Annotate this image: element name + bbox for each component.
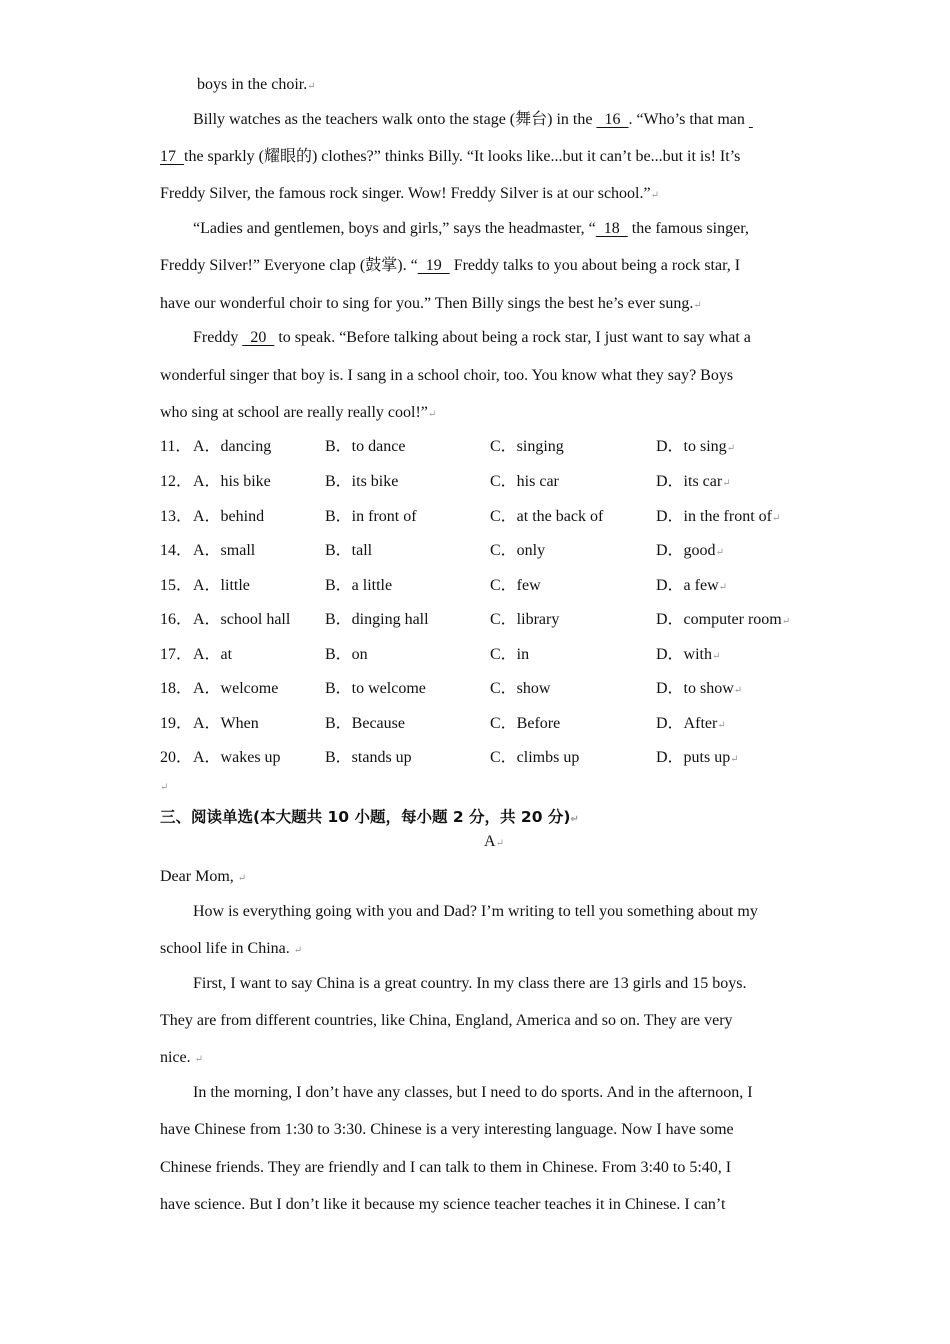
option-d-wrap	[656, 437, 735, 459]
question-row-18	[160, 679, 800, 699]
option-b: B．Because	[325, 715, 405, 732]
option-c: C．only	[490, 542, 546, 559]
option-b: B．in front of	[325, 508, 417, 525]
letter-text: They are from different countries, like China, England, America and so on. They are very	[160, 1012, 733, 1029]
passage-text: the sparkly (耀眼的) clothes?” thinks Billy. “It looks like...but it can’t be...but it is! It’s	[184, 148, 741, 165]
question-row-12	[160, 472, 800, 492]
letter-line	[193, 1083, 753, 1103]
option-b: B．dinging hall	[325, 611, 429, 628]
option-d-wrap	[656, 714, 726, 736]
passage-line	[160, 184, 659, 206]
section-title-text: 三、阅读单选(本大题共 10 小题，每小题 2 分，共 20 分)	[160, 808, 571, 826]
option-d-wrap	[656, 645, 720, 667]
option-b: B．to welcome	[325, 680, 426, 697]
paragraph-mark-icon: ↵	[495, 838, 504, 849]
option-d-wrap	[656, 507, 780, 529]
passage-text: who sing at school are really really cool!”	[160, 404, 428, 421]
option-d: D．its car	[656, 473, 723, 490]
passage-line	[197, 75, 316, 97]
paragraph-mark-icon: ↵	[717, 720, 726, 731]
option-d: D．with	[656, 646, 713, 663]
question-number: 12．	[160, 473, 193, 490]
blank-19: 19	[417, 257, 450, 274]
option-d-wrap	[656, 576, 727, 598]
letter-line	[160, 939, 302, 961]
question-number: 14．	[160, 542, 193, 559]
option-d: D．After	[656, 715, 718, 732]
letter-line	[160, 1048, 203, 1070]
option-d: D．to sing	[656, 438, 727, 455]
letter-text: How is everything going with you and Dad? I’m writing to tell you something about my	[193, 903, 758, 920]
option-b: B．on	[325, 646, 368, 663]
paragraph-mark-icon: ↵	[730, 754, 739, 765]
question-number: 18．	[160, 680, 193, 697]
option-c: C．his car	[490, 473, 559, 490]
question-row-19	[160, 714, 800, 734]
letter-line	[193, 974, 747, 994]
passage-text: Freddy Silver!” Everyone clap (鼓掌). “	[160, 257, 418, 274]
part-label-text: A	[484, 833, 496, 850]
letter-text: have Chinese from 1:30 to 3:30. Chinese is a very interesting language. Now I have some	[160, 1121, 734, 1138]
passage-text: boys in the choir.	[197, 76, 308, 93]
question-number: 19．	[160, 715, 193, 732]
passage-text: have our wonderful choir to sing for you.” Then Billy sings the best he’s ever sung.	[160, 295, 694, 312]
section-title	[160, 807, 579, 830]
question-row-13	[160, 507, 800, 527]
option-d: D．a few	[656, 577, 719, 594]
letter-line	[160, 1195, 725, 1215]
question-number: 16．	[160, 611, 193, 628]
letter-text: Chinese friends. They are friendly and I can talk to them in Chinese. From 3:40 to 5:40, I	[160, 1159, 732, 1176]
letter-text: In the morning, I don’t have any classes, but I need to do sports. And in the afternoon, I	[193, 1084, 753, 1101]
option-c: C．climbs up	[490, 749, 580, 766]
option-d-wrap	[656, 541, 724, 563]
passage-text: to speak. “Before talking about being a rock star, I just want to say what a	[274, 329, 751, 346]
passage-text: . “Who’s that man	[628, 111, 749, 128]
option-a: A．his bike	[193, 473, 271, 490]
option-b: B．tall	[325, 542, 373, 559]
option-b: B．to dance	[325, 438, 406, 455]
letter-text: have science. But I don’t like it because my science teacher teaches it in Chinese. I can’t	[160, 1196, 726, 1213]
option-a: A．When	[193, 715, 259, 732]
paragraph-mark-icon: ↵	[160, 782, 169, 793]
letter-line	[193, 902, 758, 922]
part-label	[484, 832, 504, 854]
question-row-16	[160, 610, 800, 630]
option-c: C．few	[490, 577, 541, 594]
letter-line	[160, 1011, 733, 1031]
passage-text: Freddy Silver, the famous rock singer. Wow! Freddy Silver is at our school.”	[160, 185, 651, 202]
question-row-11	[160, 437, 800, 457]
blank-17: 17	[160, 148, 184, 165]
passage-line	[193, 110, 753, 130]
passage-line	[193, 219, 749, 239]
option-a: A．welcome	[193, 680, 279, 697]
question-row-20	[160, 748, 800, 768]
passage-line	[160, 294, 702, 316]
letter-greeting	[160, 867, 246, 889]
paragraph-mark-icon: ↵	[693, 300, 702, 311]
option-a: A．at	[193, 646, 233, 663]
option-d: D．puts up	[656, 749, 731, 766]
question-number: 11．	[160, 438, 192, 455]
option-d-wrap	[656, 610, 790, 632]
passage-line	[193, 328, 751, 348]
question-row-15	[160, 576, 800, 596]
option-a: A．dancing	[193, 438, 272, 455]
option-c: C．Before	[490, 715, 561, 732]
question-number: 17．	[160, 646, 193, 663]
empty-paragraph	[160, 776, 168, 798]
option-a: A．wakes up	[193, 749, 281, 766]
option-a: A．school hall	[193, 611, 291, 628]
paragraph-mark-icon: ↵	[237, 873, 247, 884]
option-c: C．library	[490, 611, 560, 628]
option-b: B．a little	[325, 577, 393, 594]
option-d: D．good	[656, 542, 716, 559]
paragraph-mark-icon: ↵	[293, 945, 303, 956]
passage-text: wonderful singer that boy is. I sang in a school choir, too. You know what they say? Boys	[160, 367, 734, 384]
question-row-14	[160, 541, 800, 561]
passage-line	[160, 403, 436, 425]
passage-line	[160, 147, 740, 167]
option-b: B．stands up	[325, 749, 412, 766]
blank-16: 16	[596, 111, 629, 128]
option-d: D．in the front of	[656, 508, 772, 525]
paragraph-mark-icon: ↵	[771, 513, 781, 524]
paragraph-mark-icon: ↵	[194, 1054, 204, 1065]
option-c: C．in	[490, 646, 530, 663]
paragraph-mark-icon: ↵	[570, 814, 579, 825]
option-c: C．singing	[490, 438, 564, 455]
question-number: 20．	[160, 749, 193, 766]
option-d-wrap	[656, 748, 739, 770]
option-c: C．show	[490, 680, 551, 697]
blank-18: 18	[595, 220, 628, 237]
option-a: A．little	[193, 577, 250, 594]
paragraph-mark-icon: ↵	[733, 685, 743, 696]
letter-text: school life in China.	[160, 940, 290, 957]
question-number: 15．	[160, 577, 193, 594]
paragraph-mark-icon: ↵	[726, 443, 736, 454]
passage-text: the famous singer,	[627, 220, 749, 237]
passage-text: Freddy talks to you about being a rock star, I	[449, 257, 741, 274]
question-number: 13．	[160, 508, 193, 525]
passage-text: Freddy	[193, 329, 243, 346]
blank-17-start	[749, 110, 753, 130]
option-d-wrap	[656, 472, 731, 494]
question-row-17	[160, 645, 800, 665]
paragraph-mark-icon: ↵	[712, 651, 721, 662]
letter-line	[160, 1120, 734, 1140]
passage-line	[160, 366, 733, 386]
blank-20: 20	[242, 329, 275, 346]
paragraph-mark-icon: ↵	[650, 190, 659, 201]
passage-line	[160, 256, 740, 276]
option-d: D．computer room	[656, 611, 782, 628]
passage-text: Billy watches as the teachers walk onto the stage (舞台) in the	[193, 111, 597, 128]
paragraph-mark-icon: ↵	[715, 547, 724, 558]
paragraph-mark-icon: ↵	[307, 81, 316, 92]
option-a: A．small	[193, 542, 256, 559]
letter-text: Dear Mom,	[160, 868, 234, 885]
option-d: D．to show	[656, 680, 734, 697]
paragraph-mark-icon: ↵	[718, 582, 728, 593]
letter-line	[160, 1158, 731, 1178]
paragraph-mark-icon: ↵	[722, 478, 731, 489]
paragraph-mark-icon: ↵	[781, 616, 791, 627]
letter-text: nice.	[160, 1049, 191, 1066]
letter-text: First, I want to say China is a great country. In my class there are 13 girls and 15 boys.	[193, 975, 747, 992]
option-c: C．at the back of	[490, 508, 604, 525]
option-a: A．behind	[193, 508, 265, 525]
option-d-wrap	[656, 679, 742, 701]
paragraph-mark-icon: ↵	[427, 409, 437, 420]
passage-text: “Ladies and gentlemen, boys and girls,” says the headmaster, “	[193, 220, 596, 237]
option-b: B．its bike	[325, 473, 399, 490]
